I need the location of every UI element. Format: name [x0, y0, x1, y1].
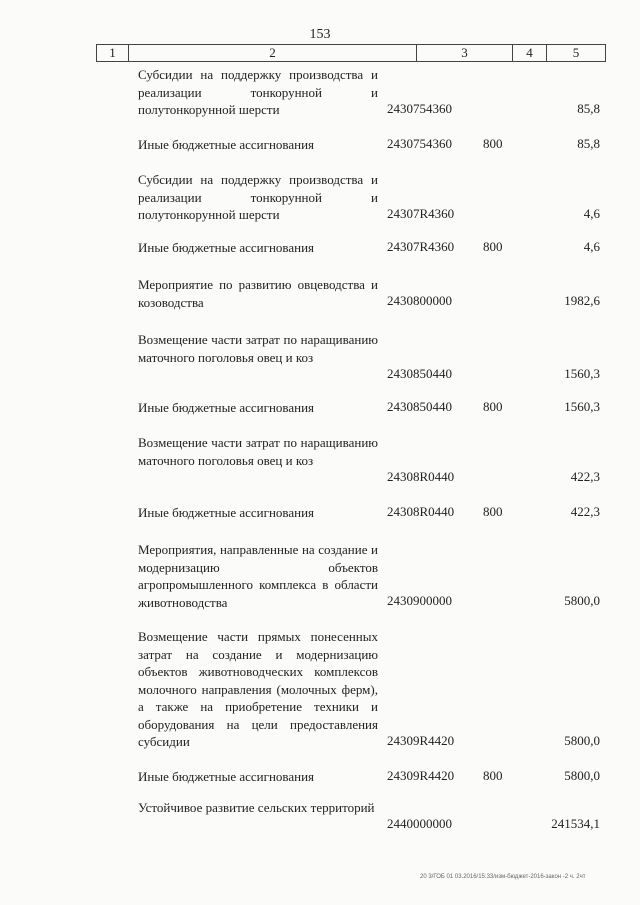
- row-amount: 5800,0: [564, 593, 600, 608]
- row-description: Иные бюджетные ассигнования: [138, 137, 315, 152]
- row-code: 24309R4420: [387, 733, 455, 748]
- row-amount: 1560,3: [564, 366, 600, 381]
- row-kvr: 800: [483, 239, 503, 254]
- row-kvr: 800: [483, 504, 503, 519]
- row-kvr: 800: [483, 768, 503, 783]
- row-code: 24309R4420: [387, 768, 455, 783]
- header-col-1: 1: [97, 45, 129, 61]
- row-kvr: 800: [483, 136, 503, 151]
- row-amount: 4,6: [583, 206, 600, 221]
- row-code: 2430850440: [387, 366, 452, 381]
- row-description: Иные бюджетные ассигнования: [138, 505, 315, 520]
- row-description: Возмещение части затрат по наращиванию маточного поголовья овец и коз: [138, 435, 378, 468]
- row-amount: 422,3: [570, 469, 600, 484]
- row-amount: 1560,3: [564, 399, 600, 414]
- header-col-4: 4: [513, 45, 547, 61]
- column-header-table: [96, 44, 606, 62]
- header-col-3: 3: [417, 45, 513, 61]
- row-code: 24307R4360: [387, 206, 455, 221]
- row-description: Иные бюджетные ассигнования: [138, 240, 315, 255]
- row-code: 24308R0440: [387, 469, 455, 484]
- row-code: 2430850440: [387, 399, 452, 414]
- row-code: 24308R0440: [387, 504, 455, 519]
- row-amount: 241534,1: [551, 816, 600, 831]
- header-col-5: 5: [572, 45, 580, 60]
- row-amount: 85,8: [577, 136, 600, 151]
- row-code: 2430800000: [387, 293, 452, 308]
- row-code: 2430754360: [387, 136, 452, 151]
- row-code: 2430754360: [387, 101, 452, 116]
- row-code: 2430900000: [387, 593, 452, 608]
- row-code: 24307R4360: [387, 239, 455, 254]
- row-description: Устойчивое развитие сельских территорий: [138, 800, 375, 815]
- row-description: Иные бюджетные ассигнования: [138, 769, 315, 784]
- row-code: 2440000000: [387, 816, 452, 831]
- row-description: Возмещение части затрат по наращиванию маточного поголовья овец и коз: [138, 332, 378, 365]
- row-kvr: 800: [483, 399, 503, 414]
- row-amount: 422,3: [570, 504, 600, 519]
- row-amount: 4,6: [583, 239, 600, 254]
- row-description: Мероприятие по развитию овцеводства и козоводства: [138, 277, 378, 310]
- row-description: Субсидии на поддержку производства и реализации тонкорунной и полутонкорунной шерсти: [138, 172, 378, 222]
- row-description: Иные бюджетные ассигнования: [138, 400, 315, 415]
- row-amount: 5800,0: [564, 768, 600, 783]
- document-footer: 20 3/ГОБ 01 03.2016/15:33/изм-бюджет-2016-закон -2 ч. 2чт: [420, 874, 586, 880]
- row-amount: 85,8: [577, 101, 600, 116]
- row-amount: 5800,0: [564, 733, 600, 748]
- row-description: Субсидии на поддержку производства и реализации тонкорунной и полутонкорунной шерсти: [138, 67, 378, 117]
- header-col-2: 2: [129, 45, 417, 61]
- page-number: 153: [309, 27, 331, 42]
- row-description: Мероприятия, направленные на создание и модернизацию объектов агропромышленного комплекса в области животноводства: [138, 542, 378, 610]
- row-description: Возмещение части прямых понесенных затрат на создание и модернизацию объектов животноводческих комплексов молочного направления (молочных ферм), а также на приобретение техники и оборудования на цели предоставления субсидии: [138, 629, 378, 749]
- row-amount: 1982,6: [564, 293, 600, 308]
